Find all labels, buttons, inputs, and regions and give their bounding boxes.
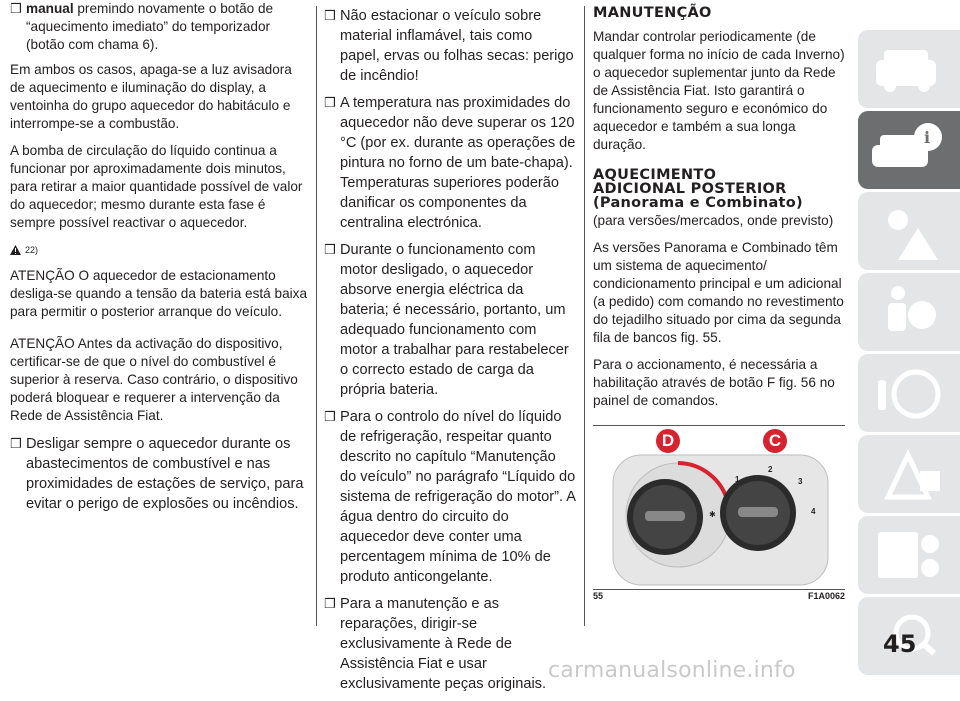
- bullet-item: [10, 434, 308, 514]
- knob-mark: 3: [798, 477, 803, 486]
- heading-line: (Panorama e Combinato): [593, 195, 803, 211]
- knob-mark: 4: [811, 507, 816, 516]
- warning-triangle-icon: [10, 245, 21, 255]
- section-heading: MANUTENÇÃO: [593, 5, 712, 21]
- knob-mark: 1: [735, 475, 740, 484]
- warning-ref-number: 22): [25, 245, 39, 255]
- checkbox-bullet-icon: ❒: [324, 409, 336, 424]
- checkbox-bullet-icon: ❒: [324, 596, 336, 611]
- tab-maintenance[interactable]: [858, 516, 960, 594]
- bullet-text: Para o controlo do nível do líquido de refrigeração, respeitar quanto descrito no capítulo “Manutenção do veículo” no parágrafo “Líquido do sistema de refrigeração do motor”. A água dentro do circuito do aquecedor deve conter uma percentagem mínima de 10% de produto anticongelante.: [340, 409, 576, 585]
- callout-d: D: [656, 429, 680, 453]
- tab-car-dashboard[interactable]: [858, 30, 960, 108]
- attention-paragraph: ATENÇÃO Antes da activação do dispositivo, certificar-se de que o nível do combustível é superior à reserva. Caso contrário, o dispositivo poderá bloquear e requerer a intervenção da Rede de Assistência Fiat.: [10, 336, 298, 423]
- checkbox-bullet-icon: ❒: [10, 436, 22, 451]
- tab-emergency[interactable]: [858, 435, 960, 513]
- checkbox-bullet-icon: ❒: [10, 1, 22, 16]
- column-2: [324, 6, 576, 701]
- bullet-item: [324, 93, 576, 233]
- knob-mark: 2: [768, 465, 773, 474]
- paragraph: Para o accionamento, é necessária a habilitação através de botão F fig. 56 no painel de comandos.: [593, 357, 835, 408]
- warning-reference: [10, 241, 308, 259]
- svg-text:✱: ✱: [709, 510, 716, 519]
- car-info-icon: [868, 117, 950, 181]
- steering-wheel-icon: [868, 360, 950, 424]
- figure-code: F1A0062: [807, 591, 845, 601]
- checkbox-bullet-icon: ❒: [324, 242, 336, 257]
- column-1: [10, 0, 308, 521]
- chapter-tabs: [858, 30, 960, 678]
- column-divider: [584, 6, 585, 626]
- bullet-manual-bold: manual: [26, 1, 74, 16]
- watermark: carmanualsonline.info: [548, 658, 796, 683]
- tab-driving[interactable]: [858, 354, 960, 432]
- bullet-text: Para a manutenção e as reparações, dirigir-se exclusivamente à Rede de Assistência Fiat e usar exclusivamente peças originais.: [340, 596, 547, 692]
- control-panel-illustration: [593, 427, 845, 587]
- heading-line: ADICIONAL POSTERIOR: [593, 181, 787, 197]
- warning-lights-icon: [868, 198, 950, 262]
- callout-c: C: [763, 429, 787, 453]
- car-dashboard-icon: [868, 36, 950, 100]
- bullet-text: Durante o funcionamento com motor desligado, o aquecedor absorve energia eléctrica da bateria; é necessário, portanto, um adequado funcionamento com motor a trabalhar para restabelecer o correcto estado de carga da própria bateria.: [340, 242, 569, 398]
- figure-top-rule: [593, 425, 845, 426]
- bullet-item: [324, 594, 576, 694]
- page-number: 45: [883, 630, 917, 658]
- safety-icon: [868, 279, 950, 343]
- emergency-icon: [868, 441, 950, 505]
- column-3: [593, 6, 845, 419]
- bullet-text: Não estacionar o veículo sobre material inflamável, tais como papel, ervas ou folhas secas: perigo de incêndio!: [340, 8, 574, 84]
- bullet-manual-text: premindo novamente o botão de “aquecimento imediato” do temporizador (botão com chama 6).: [26, 1, 274, 52]
- column-divider: [316, 6, 317, 626]
- subtitle: (para versões/mercados, onde previsto): [593, 213, 834, 228]
- heading-line: AQUECIMENTO: [593, 167, 717, 183]
- bullet-manual: [10, 0, 308, 54]
- checkbox-bullet-icon: ❒: [324, 8, 336, 23]
- section-heading: [593, 168, 845, 210]
- bullet-text: A temperatura nas proximidades do aquecedor não deve superar os 120 °C (por ex. durante as operações de pintura no forno de um bate-chapa). Temperaturas superiores poderão danificar os componentes da centralina electrónica.: [340, 95, 576, 231]
- tab-warning-lights[interactable]: [858, 192, 960, 270]
- checkbox-bullet-icon: ❒: [324, 95, 336, 110]
- figure-55: [593, 425, 845, 605]
- bullet-item: [324, 407, 576, 587]
- tab-safety[interactable]: [858, 273, 960, 351]
- maintenance-icon: [868, 522, 950, 586]
- bullet-text: Desligar sempre o aquecedor durante os abastecimentos de combustível e nas proximidades de estações de serviço, para evitar o perigo de explosões ou incêndios.: [26, 436, 304, 512]
- figure-bottom-rule: [593, 589, 845, 590]
- paragraph: Em ambos os casos, apaga-se a luz avisadora de aquecimento e iluminação do display, a ventoinha do grupo aquecedor do habitáculo e interrompe-se a combustão.: [10, 62, 292, 131]
- paragraph: Mandar controlar periodicamente (de qualquer forma no início de cada Inverno) o aquecedor suplementar junto da Rede de Assistência Fiat. Isto garantirá o funcionamento seguro e económico do aquecedor e também a sua longa duração.: [593, 29, 845, 152]
- bullet-item: [324, 240, 576, 400]
- attention-paragraph: ATENÇÃO O aquecedor de estacionamento desliga-se quando a tensão da bateria está baixa para permitir o posterior arranque do veículo.: [10, 268, 308, 319]
- figure-number: 55: [593, 591, 604, 601]
- paragraph: As versões Panorama e Combinado têm um sistema de aquecimento/ condicionamento principal e um adicional (a pedido) com comando no revestimento do tejadilho situado por cima da segunda fila de bancos fig. 55.: [593, 240, 844, 345]
- paragraph: A bomba de circulação do líquido continua a funcionar por aproximadamente dois minutos, para retirar a maior quantidade possível de valor do aquecedor; mesmo durante esta fase é sempre possível reactivar o aquecedor.: [10, 143, 303, 230]
- svg-text:i: i: [924, 128, 931, 147]
- tab-car-info[interactable]: [858, 111, 960, 189]
- bullet-item: [324, 6, 576, 86]
